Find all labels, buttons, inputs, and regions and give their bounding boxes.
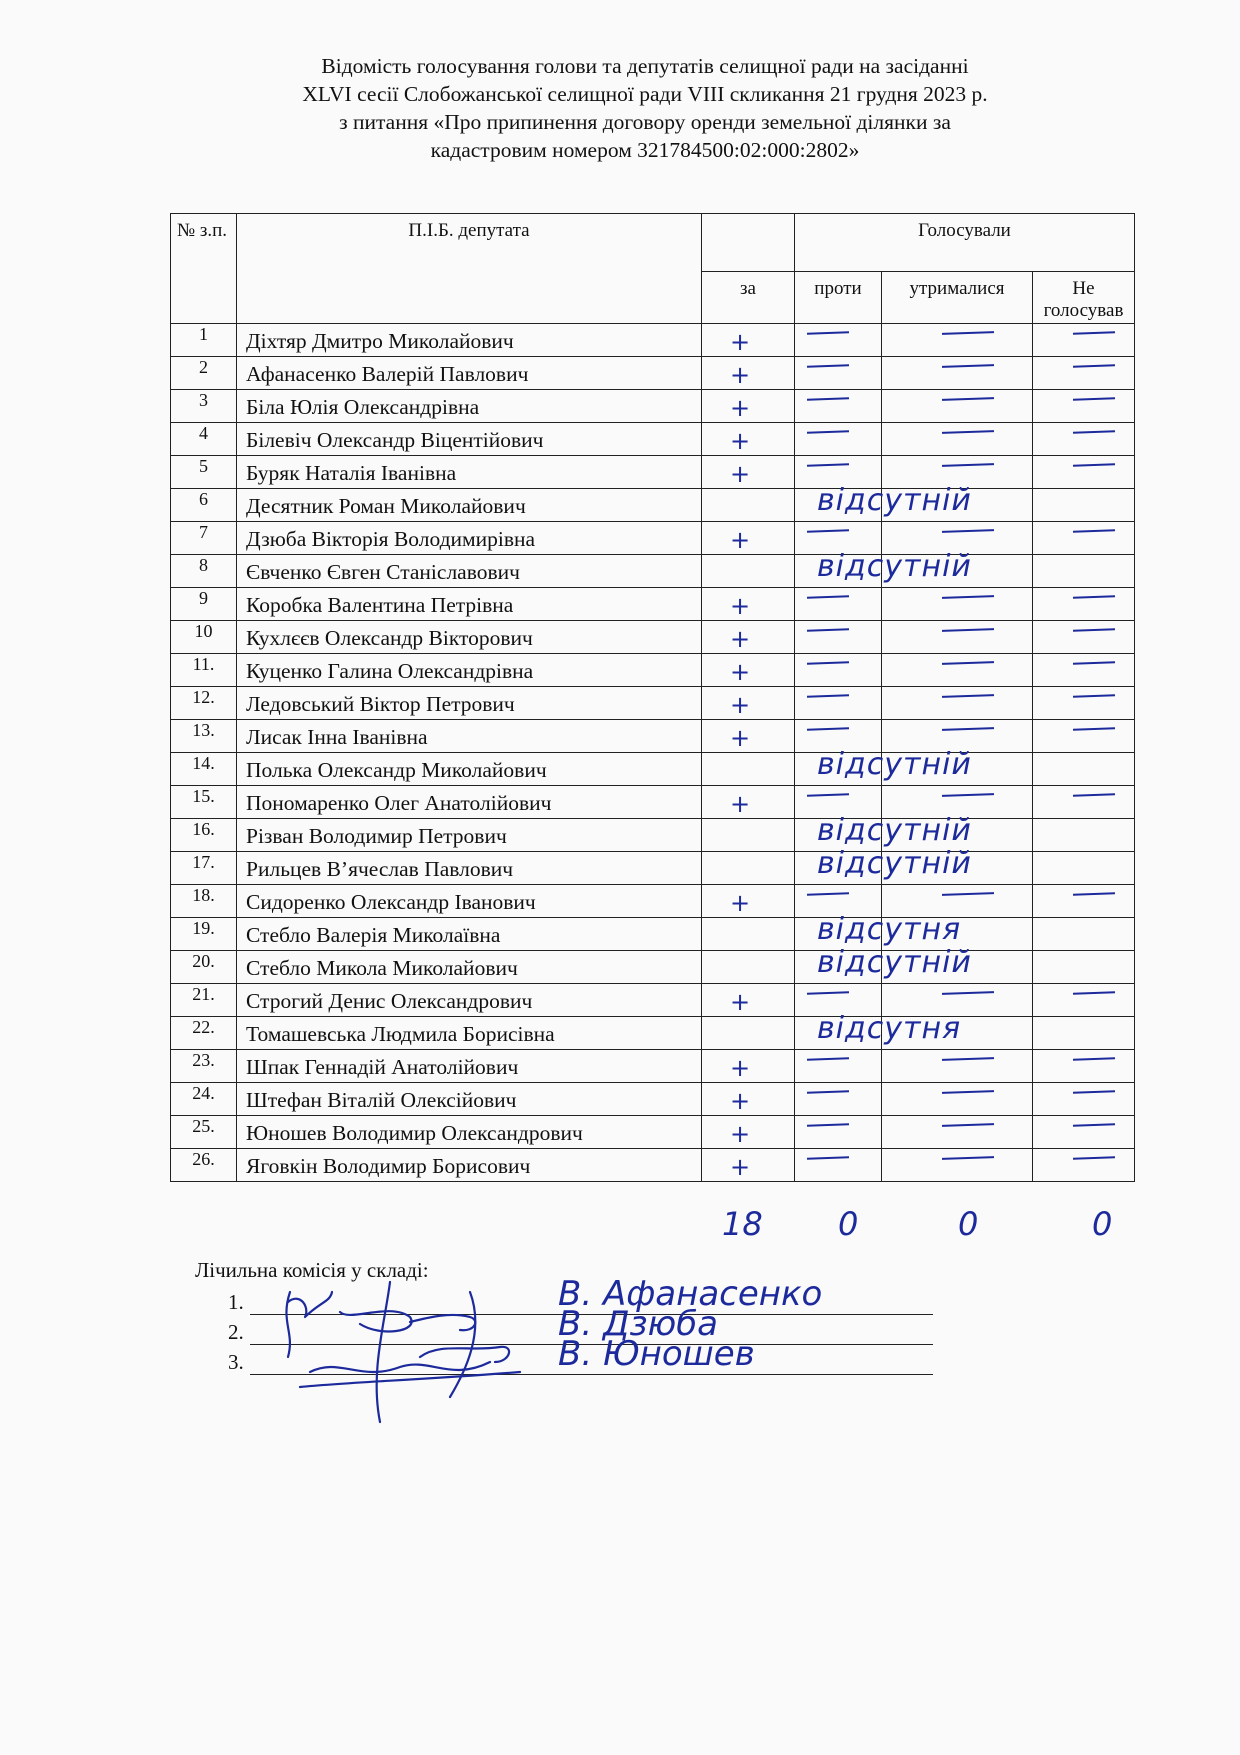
commission-member-number: 2. — [228, 1320, 244, 1344]
handwritten-dash-mark — [942, 793, 994, 797]
vote-cell-not-voted — [1033, 324, 1135, 357]
vote-cell-abstained — [882, 324, 1033, 357]
deputy-name: Штефан Віталій Олексійович — [237, 1083, 702, 1116]
handwritten-absent-note: відсутня — [817, 912, 962, 947]
deputy-name: Буряк Наталія Іванівна — [237, 456, 702, 489]
vote-cell-against — [795, 423, 882, 456]
vote-cell-not-voted — [1033, 687, 1135, 720]
header-abstained: утрималися — [882, 272, 1033, 324]
deputy-name: Коробка Валентина Петрівна — [237, 588, 702, 621]
deputy-name: Юношев Володимир Олександрович — [237, 1116, 702, 1149]
deputy-name: Яговкін Володимир Борисович — [237, 1149, 702, 1182]
handwritten-dash-mark — [1073, 1057, 1115, 1060]
commission-member-name: В. Юношев — [558, 1334, 755, 1374]
vote-cell-against — [795, 687, 882, 720]
handwritten-plus-mark: + — [730, 889, 751, 917]
vote-cell-abstained — [882, 357, 1033, 390]
deputy-name: Діхтяр Дмитро Миколайович — [237, 324, 702, 357]
row-number: 1 — [171, 324, 237, 357]
handwritten-absent-note: відсутня — [817, 1011, 962, 1046]
vote-cell-for — [702, 951, 795, 984]
handwritten-dash-mark — [942, 892, 994, 896]
vote-cell-against — [795, 549, 972, 588]
vote-cell-for — [702, 918, 795, 951]
handwritten-plus-mark: + — [730, 361, 751, 389]
total-for: 18 — [722, 1205, 763, 1243]
table-row — [171, 819, 1135, 852]
total-not-voted: 0 — [1092, 1205, 1113, 1243]
total-abstained: 0 — [958, 1205, 979, 1243]
vote-cell-abstained — [882, 390, 1033, 423]
handwritten-dash-mark — [807, 430, 849, 433]
vote-cell-for — [702, 885, 795, 918]
vote-cell-for — [702, 522, 795, 555]
vote-cell-for — [702, 654, 795, 687]
commission-label: Лічильна комісія у складі: — [195, 1258, 429, 1282]
title-line-4: кадастровим номером 321784500:02:000:2802» — [430, 138, 860, 162]
vote-cell-not-voted — [1033, 852, 1135, 885]
deputy-name: Стебло Валерія Миколаївна — [237, 918, 702, 951]
header-not-voted: Не голосував — [1033, 272, 1135, 324]
handwritten-plus-mark: + — [730, 658, 751, 686]
vote-cell-for — [702, 984, 795, 1017]
vote-cell-not-voted — [1033, 390, 1135, 423]
handwritten-dash-mark — [807, 991, 849, 994]
vote-cell-for — [702, 1017, 795, 1050]
table-row — [171, 654, 1135, 687]
handwritten-dash-mark — [1073, 1090, 1115, 1093]
handwritten-plus-mark: + — [730, 394, 751, 422]
table-row — [171, 753, 1135, 786]
document-title — [170, 52, 1120, 164]
handwritten-dash-mark — [942, 1090, 994, 1094]
vote-cell-not-voted — [1033, 819, 1135, 852]
vote-cell-for — [702, 687, 795, 720]
handwritten-absent-note: відсутній — [817, 747, 972, 782]
row-number: 24. — [171, 1083, 237, 1116]
vote-cell-abstained — [882, 1083, 1033, 1116]
handwritten-dash-mark — [942, 628, 994, 632]
table-row — [171, 390, 1135, 423]
deputy-name: Полька Олександр Миколайович — [237, 753, 702, 786]
handwritten-absent-note: відсутній — [817, 945, 972, 980]
vote-cell-for — [702, 1050, 795, 1083]
table-row — [171, 489, 1135, 522]
handwritten-plus-mark: + — [730, 625, 751, 653]
handwritten-dash-mark — [807, 595, 849, 598]
header-deputy-name: П.І.Б. депутата — [237, 214, 702, 324]
row-number: 12. — [171, 687, 237, 720]
header-blank — [702, 214, 795, 272]
handwritten-plus-mark: + — [730, 427, 751, 455]
row-number: 6 — [171, 489, 237, 522]
row-number: 23. — [171, 1050, 237, 1083]
handwritten-dash-mark — [942, 463, 994, 467]
table-row — [171, 1050, 1135, 1083]
handwritten-dash-mark — [807, 463, 849, 466]
handwritten-dash-mark — [807, 694, 849, 697]
vote-cell-not-voted — [1033, 1083, 1135, 1116]
vote-cell-not-voted — [1033, 621, 1135, 654]
vote-cell-not-voted — [1033, 1116, 1135, 1149]
handwritten-dash-mark — [942, 364, 994, 368]
vote-cell-not-voted — [1033, 1017, 1135, 1050]
table-row — [171, 918, 1135, 951]
vote-cell-abstained — [882, 588, 1033, 621]
row-number: 2 — [171, 357, 237, 390]
deputy-name: Дзюба Вікторія Володимирівна — [237, 522, 702, 555]
row-number: 18. — [171, 885, 237, 918]
title-line-2: XLVI сесії Слобожанської селищної ради VIII скликання 21 грудня 2023 р. — [302, 82, 988, 106]
table-row — [171, 357, 1135, 390]
row-number: 21. — [171, 984, 237, 1017]
vote-cell-against — [795, 1083, 882, 1116]
handwritten-dash-mark — [1073, 694, 1115, 697]
handwritten-dash-mark — [807, 1090, 849, 1093]
handwritten-signatures — [270, 1262, 570, 1432]
table-row — [171, 1116, 1135, 1149]
vote-cell-abstained — [882, 621, 1033, 654]
vote-cell-not-voted — [1033, 489, 1135, 522]
handwritten-dash-mark — [807, 793, 849, 796]
handwritten-dash-mark — [807, 1156, 849, 1159]
table-row — [171, 687, 1135, 720]
vote-cell-against — [795, 1011, 962, 1050]
table-row — [171, 324, 1135, 357]
row-number: 7 — [171, 522, 237, 555]
row-number: 15. — [171, 786, 237, 819]
handwritten-dash-mark — [807, 628, 849, 631]
title-line-3: з питання «Про припинення договору оренди земельної ділянки за — [339, 110, 951, 134]
row-number: 8 — [171, 555, 237, 588]
handwritten-dash-mark — [807, 892, 849, 895]
header-against: проти — [795, 272, 882, 324]
vote-cell-against — [795, 1149, 882, 1182]
handwritten-dash-mark — [807, 1123, 849, 1126]
commission-member-number: 1. — [228, 1290, 244, 1314]
vote-cell-against — [795, 324, 882, 357]
handwritten-dash-mark — [807, 397, 849, 400]
table-row — [171, 522, 1135, 555]
table-row — [171, 984, 1135, 1017]
deputy-name: Рильцев В’ячеслав Павлович — [237, 852, 702, 885]
vote-cell-not-voted — [1033, 918, 1135, 951]
header-for: за — [702, 272, 795, 324]
vote-cell-for — [702, 390, 795, 423]
table-row — [171, 621, 1135, 654]
handwritten-dash-mark — [942, 331, 994, 335]
deputy-name: Пономаренко Олег Анатолійович — [237, 786, 702, 819]
handwritten-dash-mark — [1073, 397, 1115, 400]
handwritten-dash-mark — [807, 727, 849, 730]
vote-cell-for — [702, 423, 795, 456]
handwritten-dash-mark — [1073, 364, 1115, 367]
vote-cell-for — [702, 357, 795, 390]
handwritten-dash-mark — [1073, 991, 1115, 994]
vote-cell-not-voted — [1033, 753, 1135, 786]
vote-cell-against — [795, 357, 882, 390]
handwritten-dash-mark — [942, 529, 994, 533]
table-row — [171, 885, 1135, 918]
handwritten-dash-mark — [942, 1156, 994, 1160]
handwritten-dash-mark — [1073, 892, 1115, 895]
table-row — [171, 852, 1135, 885]
handwritten-dash-mark — [942, 595, 994, 599]
deputy-name: Куценко Галина Олександрівна — [237, 654, 702, 687]
vote-cell-for — [702, 786, 795, 819]
deputy-name: Афанасенко Валерій Павлович — [237, 357, 702, 390]
commission-member-number: 3. — [228, 1350, 244, 1374]
deputy-name: Строгий Денис Олександрович — [237, 984, 702, 1017]
vote-cell-abstained — [882, 1116, 1033, 1149]
deputy-name: Шпак Геннадій Анатолійович — [237, 1050, 702, 1083]
vote-cell-not-voted — [1033, 1149, 1135, 1182]
handwritten-dash-mark — [807, 661, 849, 664]
handwritten-dash-mark — [942, 1123, 994, 1127]
voting-rows — [171, 324, 1135, 1182]
row-number: 22. — [171, 1017, 237, 1050]
total-against: 0 — [838, 1205, 859, 1243]
vote-cell-for — [702, 819, 795, 852]
row-number: 11. — [171, 654, 237, 687]
deputy-name: Євченко Євген Станіславович — [237, 555, 702, 588]
handwritten-plus-mark: + — [730, 691, 751, 719]
table-row — [171, 555, 1135, 588]
deputy-name: Різван Володимир Петрович — [237, 819, 702, 852]
row-number: 3 — [171, 390, 237, 423]
vote-cell-abstained — [882, 654, 1033, 687]
table-row — [171, 456, 1135, 489]
handwritten-plus-mark: + — [730, 328, 751, 356]
vote-cell-abstained — [882, 1149, 1033, 1182]
handwritten-dash-mark — [1073, 793, 1115, 796]
table-row — [171, 588, 1135, 621]
vote-cell-not-voted — [1033, 1050, 1135, 1083]
handwritten-dash-mark — [1073, 595, 1115, 598]
vote-cell-against — [795, 1116, 882, 1149]
handwritten-plus-mark: + — [730, 460, 751, 488]
handwritten-absent-note: відсутній — [817, 846, 972, 881]
vote-cell-for — [702, 324, 795, 357]
handwritten-absent-note: відсутній — [817, 483, 972, 518]
handwritten-plus-mark: + — [730, 790, 751, 818]
deputy-name: Стебло Микола Миколайович — [237, 951, 702, 984]
row-number: 17. — [171, 852, 237, 885]
row-number: 13. — [171, 720, 237, 753]
voting-table — [170, 213, 1135, 1182]
handwritten-absent-note: відсутній — [817, 813, 972, 848]
vote-cell-against — [795, 588, 882, 621]
commission-member-name: В. Дзюба — [558, 1304, 719, 1344]
handwritten-dash-mark — [1073, 1123, 1115, 1126]
vote-cell-not-voted — [1033, 654, 1135, 687]
deputy-name: Білевіч Олександр Віцентійович — [237, 423, 702, 456]
vote-cell-not-voted — [1033, 720, 1135, 753]
deputy-name: Сидоренко Олександр Іванович — [237, 885, 702, 918]
vote-cell-for — [702, 1083, 795, 1116]
row-number: 25. — [171, 1116, 237, 1149]
vote-cell-for — [702, 555, 795, 588]
vote-cell-against — [795, 1050, 882, 1083]
vote-cell-for — [702, 489, 795, 522]
vote-cell-for — [702, 621, 795, 654]
handwritten-dash-mark — [807, 331, 849, 334]
vote-cell-for — [702, 456, 795, 489]
vote-cell-not-voted — [1033, 522, 1135, 555]
handwritten-plus-mark: + — [730, 1153, 751, 1181]
header-voted: Голосували — [795, 214, 1135, 272]
handwritten-dash-mark — [807, 529, 849, 532]
vote-cell-for — [702, 588, 795, 621]
row-number: 19. — [171, 918, 237, 951]
handwritten-dash-mark — [807, 364, 849, 367]
handwritten-dash-mark — [1073, 529, 1115, 532]
vote-cell-for — [702, 720, 795, 753]
handwritten-dash-mark — [942, 397, 994, 401]
row-number: 5 — [171, 456, 237, 489]
vote-cell-not-voted — [1033, 456, 1135, 489]
table-row — [171, 1149, 1135, 1182]
handwritten-plus-mark: + — [730, 526, 751, 554]
table-row — [171, 423, 1135, 456]
table-row — [171, 786, 1135, 819]
handwritten-plus-mark: + — [730, 988, 751, 1016]
vote-cell-abstained — [882, 687, 1033, 720]
handwritten-absent-note: відсутній — [817, 549, 972, 584]
vote-cell-against — [795, 621, 882, 654]
handwritten-plus-mark: + — [730, 724, 751, 752]
deputy-name: Кухлєєв Олександр Вікторович — [237, 621, 702, 654]
vote-cell-against — [795, 654, 882, 687]
handwritten-plus-mark: + — [730, 592, 751, 620]
vote-cell-not-voted — [1033, 885, 1135, 918]
table-row — [171, 1083, 1135, 1116]
vote-cell-against — [795, 846, 972, 885]
handwritten-dash-mark — [942, 991, 994, 995]
vote-cell-against — [795, 945, 972, 984]
table-row — [171, 1017, 1135, 1050]
handwritten-plus-mark: + — [730, 1054, 751, 1082]
vote-cell-not-voted — [1033, 555, 1135, 588]
handwritten-dash-mark — [942, 430, 994, 434]
handwritten-dash-mark — [1073, 331, 1115, 334]
vote-cell-abstained — [882, 423, 1033, 456]
commission-member-name: В. Афанасенко — [558, 1274, 823, 1314]
deputy-name: Десятник Роман Миколайович — [237, 489, 702, 522]
row-number: 14. — [171, 753, 237, 786]
table-row — [171, 951, 1135, 984]
vote-cell-not-voted — [1033, 588, 1135, 621]
vote-cell-abstained — [882, 1050, 1033, 1083]
row-number: 4 — [171, 423, 237, 456]
deputy-name: Томашевська Людмила Борисівна — [237, 1017, 702, 1050]
vote-cell-for — [702, 753, 795, 786]
row-number: 9 — [171, 588, 237, 621]
deputy-name: Ледовський Віктор Петрович — [237, 687, 702, 720]
handwritten-dash-mark — [1073, 661, 1115, 664]
vote-cell-against — [795, 390, 882, 423]
deputy-name: Біла Юлія Олександрівна — [237, 390, 702, 423]
handwritten-dash-mark — [1073, 727, 1115, 730]
vote-cell-against — [795, 483, 972, 522]
table-row — [171, 720, 1135, 753]
row-number: 26. — [171, 1149, 237, 1182]
vote-cell-for — [702, 852, 795, 885]
vote-cell-against — [795, 747, 972, 786]
row-number: 20. — [171, 951, 237, 984]
handwritten-dash-mark — [1073, 430, 1115, 433]
handwritten-dash-mark — [942, 661, 994, 665]
vote-cell-for — [702, 1116, 795, 1149]
handwritten-dash-mark — [807, 1057, 849, 1060]
handwritten-plus-mark: + — [730, 1120, 751, 1148]
header-number: № з.п. — [171, 214, 237, 324]
handwritten-dash-mark — [1073, 463, 1115, 466]
handwritten-dash-mark — [1073, 1156, 1115, 1159]
handwritten-dash-mark — [942, 1057, 994, 1061]
handwritten-dash-mark — [942, 727, 994, 731]
vote-cell-not-voted — [1033, 984, 1135, 1017]
handwritten-dash-mark — [942, 694, 994, 698]
vote-cell-for — [702, 1149, 795, 1182]
handwritten-plus-mark: + — [730, 1087, 751, 1115]
vote-cell-not-voted — [1033, 951, 1135, 984]
handwritten-dash-mark — [1073, 628, 1115, 631]
vote-cell-not-voted — [1033, 786, 1135, 819]
title-line-1: Відомість голосування голови та депутатів селищної ради на засіданні — [321, 54, 969, 78]
row-number: 16. — [171, 819, 237, 852]
row-number: 10 — [171, 621, 237, 654]
deputy-name: Лисак Інна Іванівна — [237, 720, 702, 753]
vote-cell-not-voted — [1033, 357, 1135, 390]
vote-cell-not-voted — [1033, 423, 1135, 456]
